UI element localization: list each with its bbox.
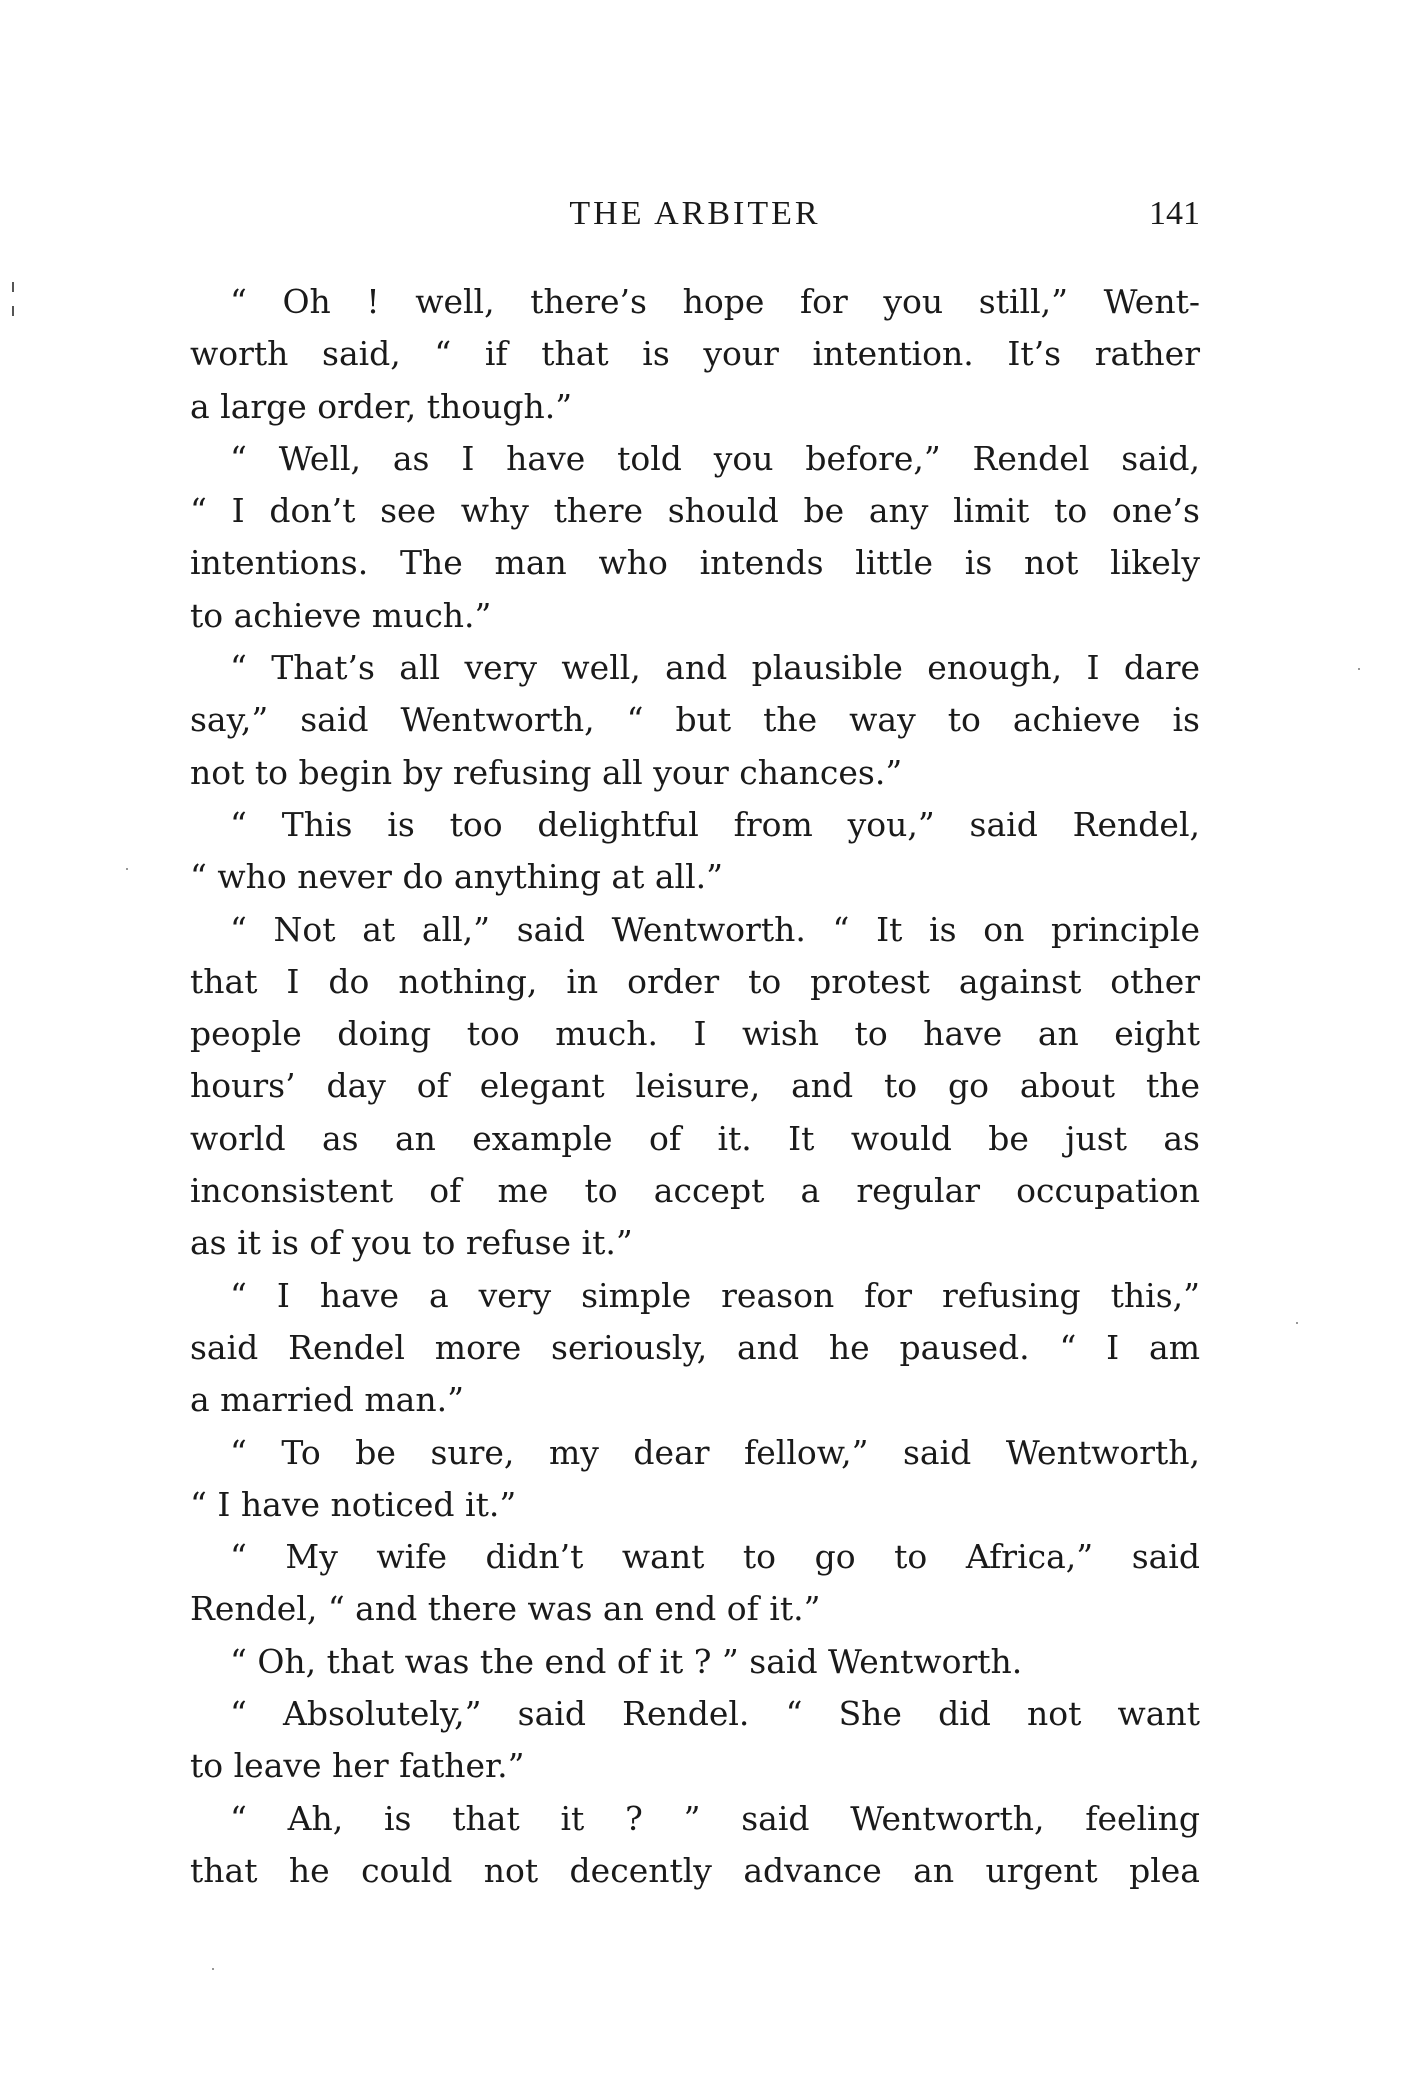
- paragraph: [190, 1636, 1200, 1688]
- text-line: Rendel, “ and there was an end of it.”: [190, 1589, 821, 1629]
- margin-mark: [12, 282, 14, 292]
- speck: [1358, 668, 1360, 670]
- running-header: [190, 192, 1200, 236]
- text-line: “ Well, as I have told you before,” Rendel said,: [230, 438, 1200, 478]
- text-line: intentions. The man who intends little is not likely: [190, 543, 1200, 583]
- running-title: THE ARBITER: [569, 195, 821, 232]
- text-line: not to begin by refusing all your chances.”: [190, 752, 903, 792]
- text-line: that he could not decently advance an urgent plea: [190, 1850, 1200, 1890]
- text-line: “ To be sure, my dear fellow,” said Wentworth,: [230, 1432, 1200, 1472]
- speck: [212, 1968, 214, 1970]
- text-line: “ Not at all,” said Wentworth. “ It is on principle: [230, 909, 1200, 949]
- text-line: that I do nothing, in order to protest against other: [190, 961, 1200, 1001]
- speck: [1296, 1322, 1298, 1324]
- speck: [126, 868, 128, 870]
- paragraph: [190, 642, 1200, 799]
- text-line: to achieve much.”: [190, 595, 492, 635]
- paragraph: [190, 433, 1200, 642]
- text-line: hours’ day of elegant leisure, and to go about the: [190, 1066, 1200, 1106]
- text-line: “ That’s all very well, and plausible enough, I dare: [230, 648, 1200, 688]
- text-line: said Rendel more seriously, and he paused. “ I am: [190, 1327, 1200, 1367]
- text-line: world as an example of it. It would be just as: [190, 1118, 1200, 1158]
- text-line: “ who never do anything at all.”: [190, 857, 723, 897]
- text-line: a married man.”: [190, 1380, 464, 1420]
- text-line: “ Oh, that was the end of it ? ” said Wentworth.: [230, 1641, 1023, 1681]
- paragraph: [190, 276, 1200, 433]
- text-line: “ I have a very simple reason for refusing this,”: [230, 1275, 1200, 1315]
- paragraph: [190, 904, 1200, 1270]
- text-line: a large order, though.”: [190, 386, 573, 426]
- paragraph: [190, 1427, 1200, 1532]
- text-line: as it is of you to refuse it.”: [190, 1223, 633, 1263]
- paragraph: [190, 1270, 1200, 1427]
- text-line: people doing too much. I wish to have an eight: [190, 1014, 1200, 1054]
- margin-mark: [12, 306, 14, 316]
- text-body: [190, 276, 1200, 1897]
- text-line: “ This is too delightful from you,” said Rendel,: [230, 804, 1200, 844]
- text-line: worth said, “ if that is your intention. It’s rather: [190, 334, 1200, 374]
- text-line: “ Ah, is that it ? ” said Wentworth, feeling: [230, 1798, 1200, 1838]
- text-line: to leave her father.”: [190, 1746, 525, 1786]
- text-line: say,” said Wentworth, “ but the way to achieve is: [190, 700, 1200, 740]
- page-number: 141: [1149, 195, 1200, 232]
- paragraph: [190, 1531, 1200, 1636]
- text-line: “ My wife didn’t want to go to Africa,” said: [230, 1537, 1200, 1577]
- paragraph: [190, 1688, 1200, 1793]
- paragraph: [190, 1793, 1200, 1898]
- text-line: “ I don’t see why there should be any limit to one’s: [190, 491, 1200, 531]
- text-line: “ Absolutely,” said Rendel. “ She did not want: [230, 1694, 1200, 1734]
- paragraph: [190, 799, 1200, 904]
- text-line: inconsistent of me to accept a regular occupation: [190, 1171, 1200, 1211]
- text-line: “ I have noticed it.”: [190, 1484, 517, 1524]
- text-line: “ Oh ! well, there’s hope for you still,” Went-: [230, 282, 1200, 321]
